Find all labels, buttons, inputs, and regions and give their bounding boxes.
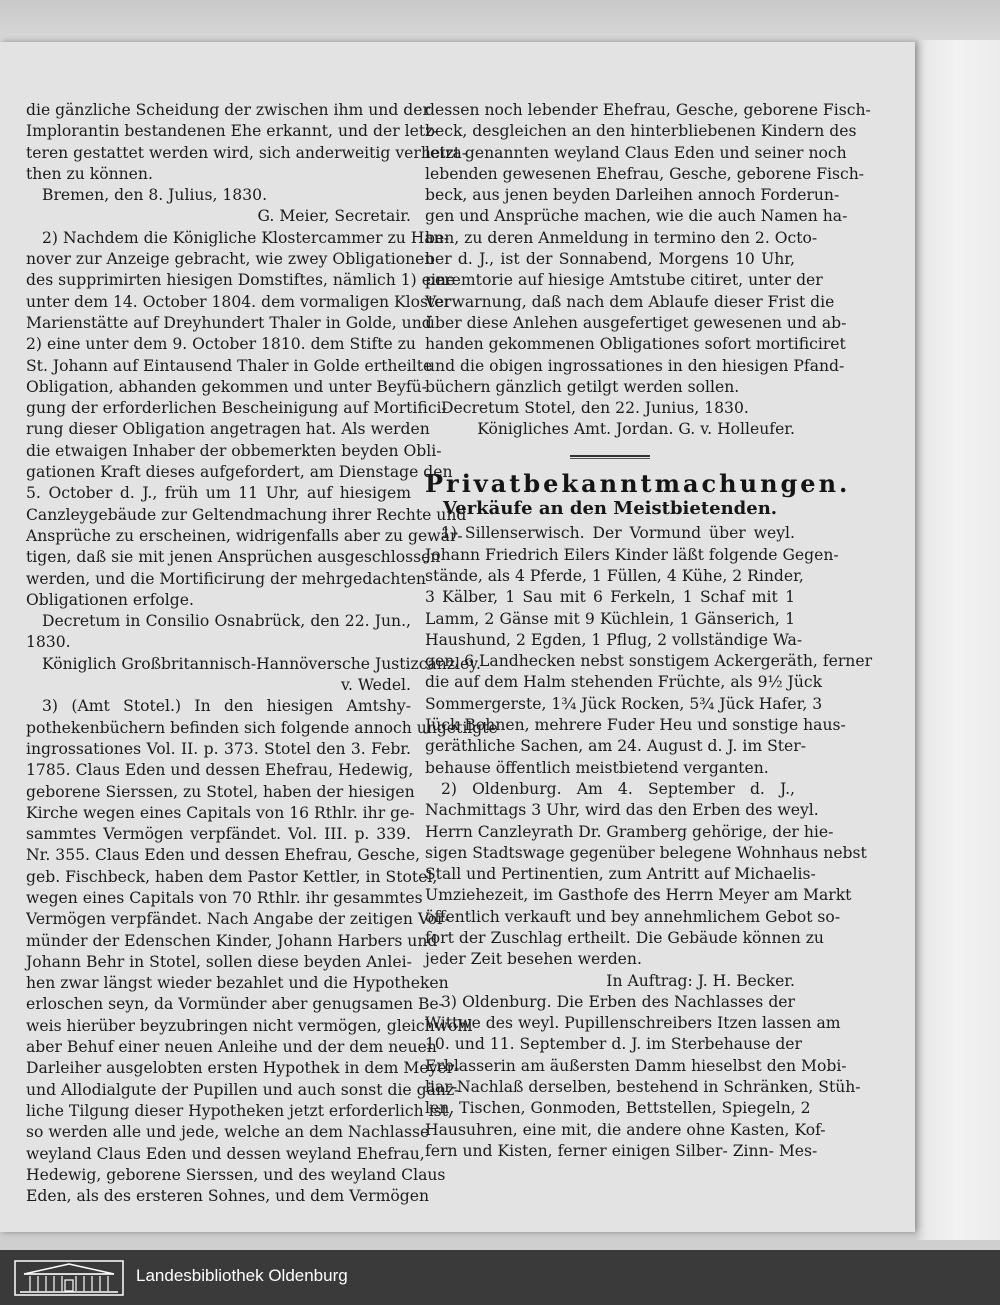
- text-line: 1785. Claus Eden und dessen Ehefrau, Hedewig,: [26, 761, 414, 780]
- section-divider: [570, 455, 650, 459]
- page-edge: [915, 40, 1000, 1240]
- text-line: sammtes Vermögen verpfändet. Vol. III. p. 339.: [26, 825, 411, 844]
- text-line: 2) Oldenburg. Am 4. September d. J.,: [441, 779, 795, 798]
- text-line: gen und Ansprüche machen, wie die auch Namen ha-: [425, 207, 848, 226]
- heading-main: Privatbekanntmachungen.: [425, 468, 851, 498]
- text-line: wegen eines Capitals von 70 Rthlr. ihr gesammtes: [26, 888, 423, 907]
- text-line: v. Wedel.: [340, 676, 411, 695]
- text-line: Canzleygebäude zur Geltendmachung ihrer Rechte und: [26, 505, 467, 524]
- text-line: aber Behuf einer neuen Anleihe und der dem neuen: [26, 1038, 437, 1057]
- text-line: tigen, daß sie mit jenen Ansprüchen ausgeschlossen: [26, 548, 441, 567]
- text-line: gung der erforderlichen Bescheinigung auf Mortifici-: [26, 399, 447, 418]
- text-line: Nr. 355. Claus Eden und dessen Ehefrau, Gesche,: [26, 846, 421, 865]
- text-line: 1) Sillenserwisch. Der Vormund über weyl.: [441, 524, 795, 543]
- text-line: so werden alle und jede, welche an dem Nachlasse: [26, 1123, 430, 1142]
- text-line: Decretum Stotel, den 22. Junius, 1830.: [441, 399, 749, 418]
- right-column-bottom: [425, 523, 873, 1162]
- text-line: jeder Zeit besehen werden.: [425, 950, 642, 969]
- text-line: dessen noch lebender Ehefrau, Gesche, geborene Fisch-: [425, 101, 871, 119]
- text-line: Hausuhren, eine mit, die andere ohne Kasten, Kof-: [425, 1120, 826, 1139]
- text-line: die gänzliche Scheidung der zwischen ihm und der: [26, 101, 430, 119]
- footer-bar: [0, 1250, 1000, 1305]
- text-line: Nachmittags 3 Uhr, wird das den Erben des weyl.: [425, 801, 819, 820]
- text-line: Erblasserin am äußersten Damm hieselbst den Mobi-: [425, 1056, 847, 1075]
- text-line: unter dem 14. October 1804. dem vormaligen Kloster: [26, 292, 451, 311]
- text-line: Königlich Großbritannisch-Hannöversche Justizcanzley.: [42, 654, 481, 673]
- text-line: 5. October d. J., früh um 11 Uhr, auf hiesigem: [26, 484, 411, 503]
- text-line: geräthliche Sachen, am 24. August d. J. im Ster-: [425, 737, 806, 756]
- text-line: erloschen seyn, da Vormünder aber genugsamen Be-: [26, 995, 444, 1014]
- text-line: und Allodialgute der Pupillen und auch sonst die gänz-: [26, 1080, 460, 1099]
- text-line: ber d. J., ist der Sonnabend, Morgens 10 Uhr,: [425, 250, 795, 269]
- text-line: über diese Anlehen ausgefertiget gewesenen und ab-: [425, 313, 847, 332]
- text-line: lebenden gewesenen Ehefrau, Gesche, geborene Fisch-: [425, 164, 865, 183]
- text-line: Umziehezeit, im Gasthofe des Herrn Meyer am Markt: [425, 886, 852, 905]
- text-line: beck, aus jenen beyden Darleihen annoch Forderun-: [425, 186, 840, 205]
- text-line: Johann Behr in Stotel, sollen diese beyden Anlei-: [26, 952, 412, 971]
- text-line: 1830.: [26, 633, 71, 652]
- text-line: St. Johann auf Eintausend Thaler in Golde ertheilte: [26, 356, 433, 375]
- text-line: Bremen, den 8. Julius, 1830.: [42, 186, 268, 205]
- text-line: rung dieser Obligation angetragen hat. Als werden: [26, 420, 430, 439]
- scan-top-strip: [0, 0, 1000, 42]
- text-line: büchern gänzlich getilgt werden sollen.: [425, 377, 740, 396]
- text-line: fort der Zuschlag ertheilt. Die Gebäude können zu: [425, 928, 824, 947]
- text-line: Lamm, 2 Gänse mit 9 Küchlein, 1 Gänserich, 1: [425, 609, 795, 628]
- text-line: len, Tischen, Gonmoden, Bettstellen, Spiegeln, 2: [425, 1099, 811, 1118]
- text-line: Haushund, 2 Egden, 1 Pflug, 2 vollständige Wa-: [425, 630, 803, 649]
- text-line: fern und Kisten, ferner einigen Silber- Zinn- Mes-: [425, 1141, 818, 1160]
- text-line: behause öffentlich meistbietend verganten.: [425, 758, 769, 777]
- text-line: Königliches Amt. Jordan. G. v. Holleufer.: [477, 420, 795, 439]
- text-line: 3 Kälber, 1 Sau mit 6 Ferkeln, 1 Schaf mit 1: [425, 588, 795, 607]
- text-line: 2) eine unter dem 9. October 1810. dem Stifte zu: [26, 335, 416, 354]
- text-line: ben, zu deren Anmeldung in termino den 2. Octo-: [425, 228, 818, 247]
- text-line: Wittwe des weyl. Pupillenschreibers Itzen lassen am: [425, 1014, 841, 1033]
- text-line: Stall und Pertinentien, zum Antritt auf Michaelis-: [425, 865, 816, 884]
- right-column-top: [425, 100, 871, 441]
- text-line: Kirche wegen eines Capitals von 16 Rthlr. ihr ge-: [26, 803, 415, 822]
- text-line: 10. und 11. September d. J. im Sterbehause der: [425, 1035, 802, 1054]
- text-line: münder der Edenschen Kinder, Johann Harbers und: [26, 931, 438, 950]
- text-line: 3) (Amt Stotel.) In den hiesigen Amtshy-: [42, 697, 411, 716]
- text-line: sigen Stadtswage gegenüber belegene Wohnhaus nebst: [425, 843, 867, 862]
- text-line: G. Meier, Secretair.: [257, 207, 411, 226]
- text-line: gationen Kraft dieses aufgefordert, am Dienstage den: [26, 463, 453, 482]
- text-line: In Auftrag: J. H. Becker.: [606, 971, 795, 990]
- text-line: Implorantin bestandenen Ehe erkannt, und der letz-: [26, 122, 439, 141]
- text-line: liche Tilgung dieser Hypotheken jetzt erforderlich ist,: [26, 1101, 453, 1120]
- text-line: hen zwar längst wieder bezahlet und die Hypotheken: [26, 974, 449, 993]
- text-line: then zu können.: [26, 164, 153, 183]
- text-line: Obligation, abhanden gekommen und unter Beyfü-: [26, 377, 427, 396]
- right-column: [425, 100, 873, 1162]
- text-line: Obligationen erfolge.: [26, 590, 194, 609]
- text-line: pothekenbüchern befinden sich folgende annoch ungetilgte: [26, 718, 498, 737]
- library-building-icon: [14, 1260, 124, 1296]
- left-column: [26, 100, 498, 1207]
- text-line: des supprimirten hiesigen Domstiftes, nämlich 1) eine: [26, 271, 456, 290]
- text-line: teren gestattet werden wird, sich anderweitig verheira-: [26, 143, 468, 162]
- text-line: die etwaigen Inhaber der obbemerkten beyden Obli-: [26, 441, 442, 460]
- text-line: öffentlich verkauft und bey annehmlichem Gebot so-: [425, 907, 841, 926]
- text-line: peremtorie auf hiesige Amtstube citiret, unter der: [425, 271, 823, 290]
- text-line: und die obigen ingrossationes in den hiesigen Pfand-: [425, 356, 845, 375]
- text-line: Verwarnung, daß nach dem Ablaufe dieser Frist die: [425, 292, 835, 311]
- text-line: Eden, als des ersteren Sohnes, und dem Vermögen: [26, 1187, 430, 1206]
- text-line: Hedewig, geborene Sierssen, und des weyland Claus: [26, 1165, 446, 1184]
- text-line: die auf dem Halm stehenden Früchte, als 9½ Jück: [425, 673, 823, 692]
- heading-sub: Verkäufe an den Meistbietenden.: [442, 498, 778, 520]
- text-line: gen, 6 Landhecken nebst sonstigem Ackergeräth, ferner: [425, 652, 873, 671]
- text-line: weis hierüber beyzubringen nicht vermögen, gleichwohl: [26, 1016, 473, 1035]
- text-line: nover zur Anzeige gebracht, wie zwey Obligationen: [26, 250, 435, 269]
- text-line: Sommergerste, 1¾ Jück Rocken, 5¾ Jück Hafer, 3: [425, 694, 823, 713]
- text-line: beck, desgleichen an den hinterbliebenen Kindern des: [425, 122, 857, 141]
- text-line: Johann Friedrich Eilers Kinder läßt folgende Gegen-: [425, 545, 839, 564]
- text-line: Marienstätte auf Dreyhundert Thaler in Golde, und: [26, 313, 432, 332]
- text-line: handen gekommenen Obligationes sofort mortificiret: [425, 335, 846, 354]
- text-line: stände, als 4 Pferde, 1 Füllen, 4 Kühe, 2 Rinder,: [425, 566, 804, 585]
- text-line: Darleiher ausgelobten ersten Hypothek in dem Meyer-: [26, 1059, 460, 1078]
- text-line: 2) Nachdem die Königliche Klostercammer zu Han-: [42, 228, 449, 247]
- text-line: Jück Bohnen, mehrere Fuder Heu und sonstige haus-: [425, 716, 846, 735]
- text-line: weyland Claus Eden und dessen weyland Ehefrau,: [26, 1144, 425, 1163]
- text-line: Vermögen verpfändet. Nach Angabe der zeitigen Vor-: [26, 910, 450, 929]
- text-line: liar-Nachlaß derselben, bestehend in Schränken, Stüh-: [425, 1078, 861, 1097]
- text-line: 3) Oldenburg. Die Erben des Nachlasses der: [441, 992, 795, 1011]
- text-line: geb. Fischbeck, haben dem Pastor Kettler, in Stotel,: [26, 867, 438, 886]
- text-line: Ansprüche zu erscheinen, widrigenfalls aber zu gewär-: [26, 526, 463, 545]
- text-line: ingrossationes Vol. II. p. 373. Stotel den 3. Febr.: [26, 739, 411, 758]
- text-line: Decretum in Consilio Osnabrück, den 22. Jun.,: [42, 612, 411, 631]
- text-line: Herrn Canzleyrath Dr. Gramberg gehörige, der hie-: [425, 822, 834, 841]
- text-line: werden, und die Mortificirung der mehrgedachten: [26, 569, 426, 588]
- footer-library-name[interactable]: Landesbibliothek Oldenburg: [136, 1266, 348, 1285]
- text-line: letzt genannten weyland Claus Eden und seiner noch: [425, 143, 847, 162]
- text-line: geborene Sierssen, zu Stotel, haben der hiesigen: [26, 782, 415, 801]
